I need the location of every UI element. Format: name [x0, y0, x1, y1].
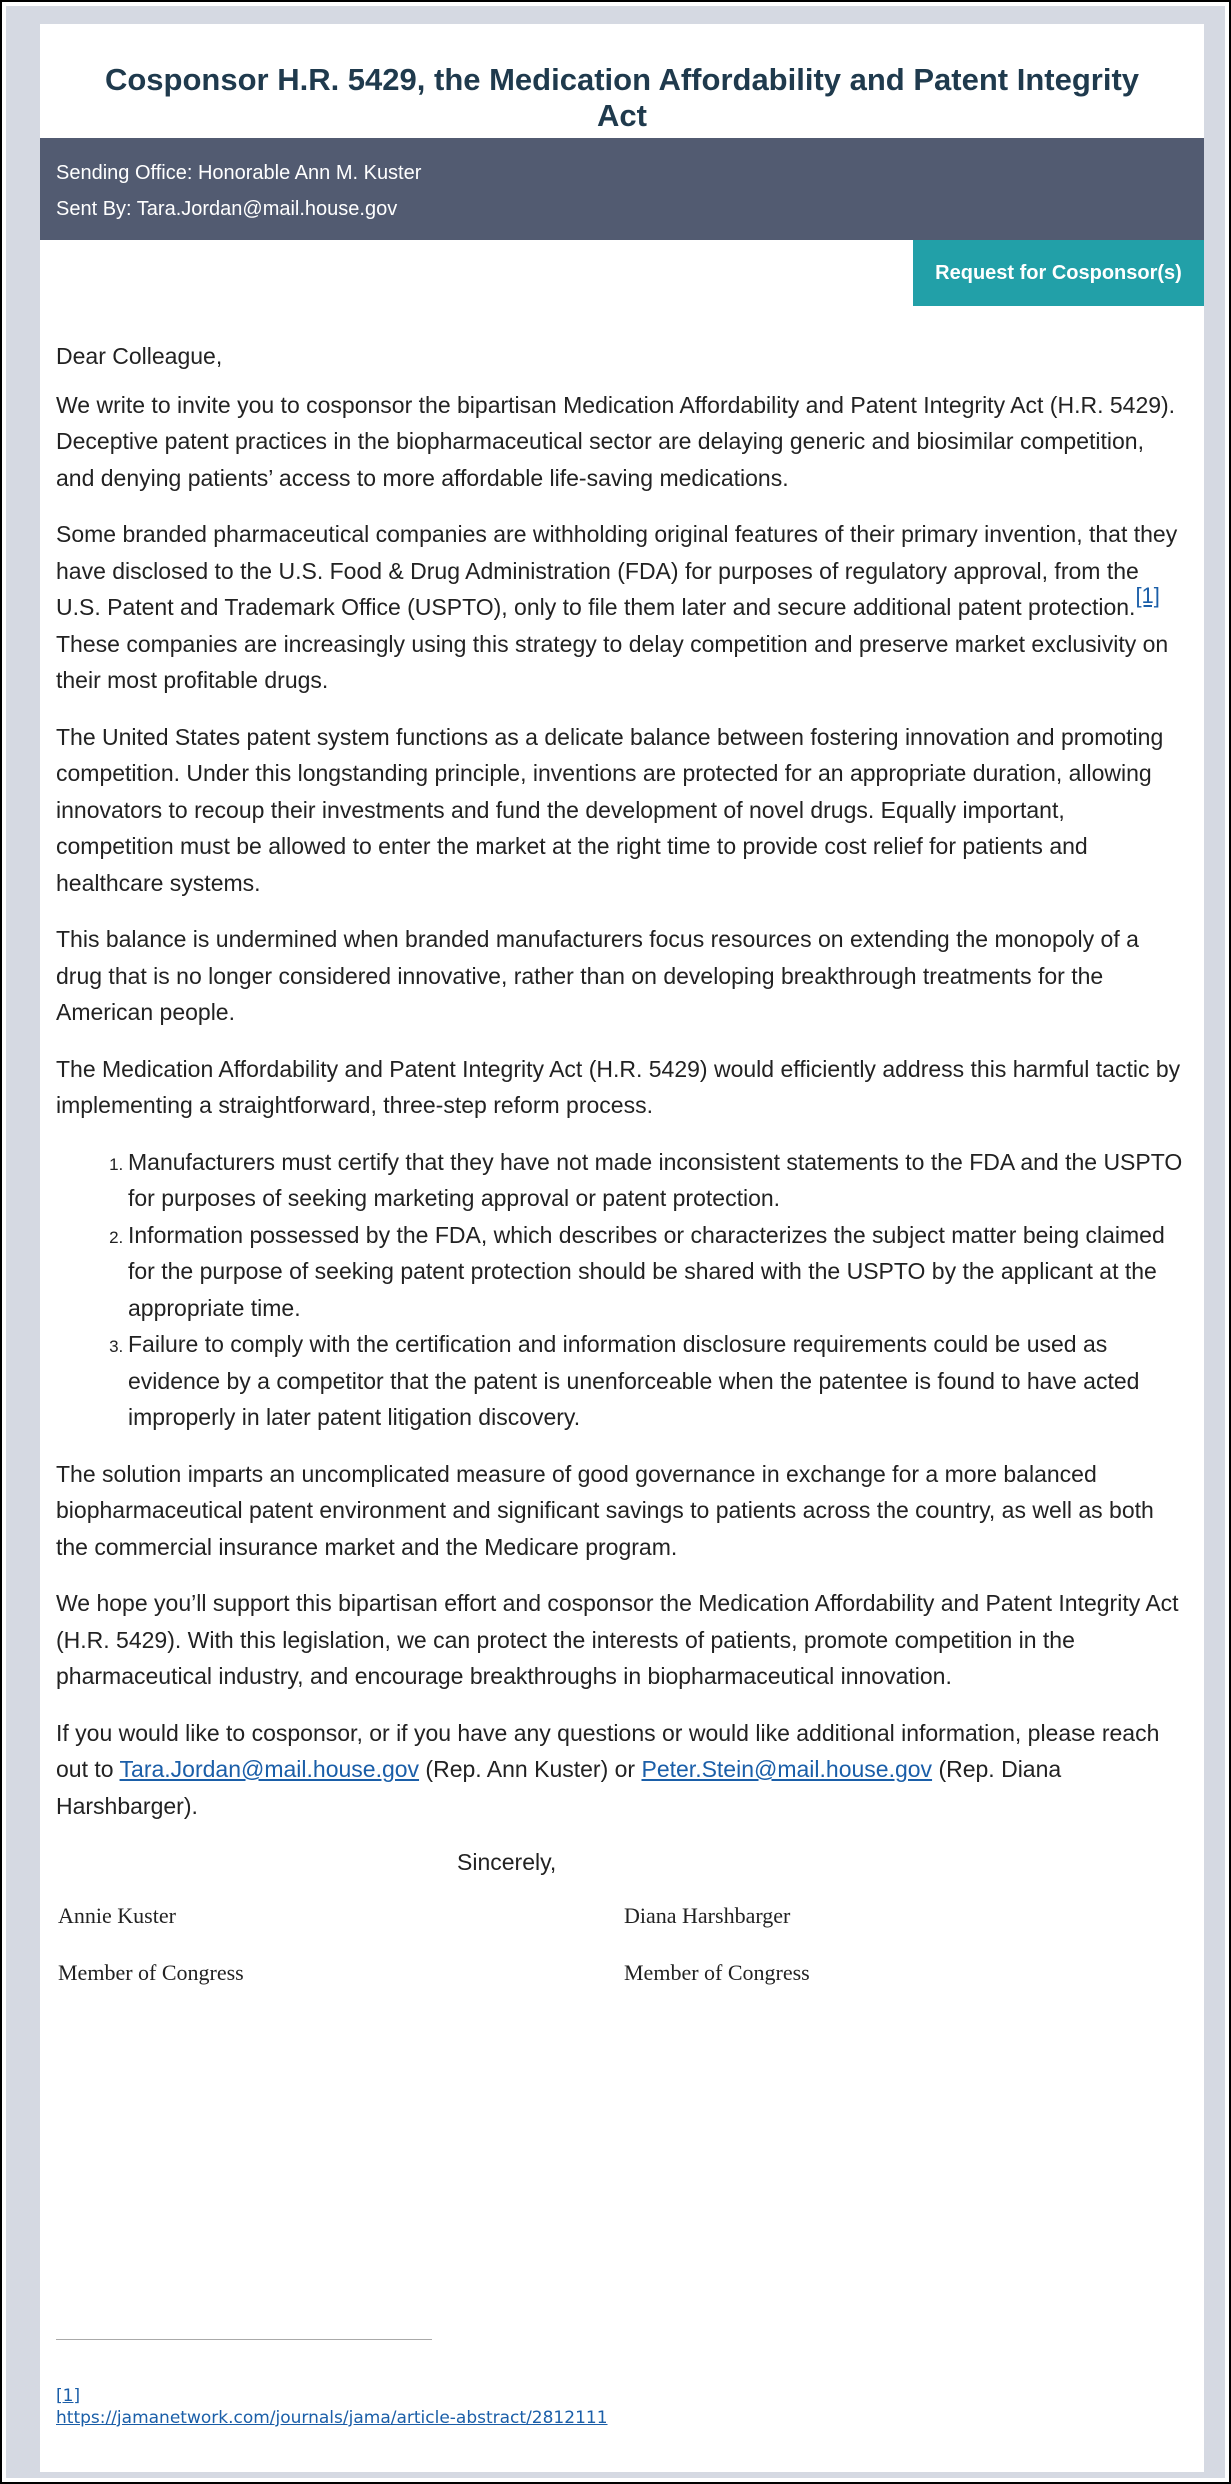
paragraph-act: The Medication Affordability and Patent Integrity Act (H.R. 5429) would efficiently address this harmful tactic by implementing a straightforward, three-step reform process.	[56, 1055, 1181, 1118]
paragraph-support: We hope you’ll support this bipartisan effort and cosponsor the Medication Affordability and Patent Integrity Act (H.R. 5429). With this legislation, we can protect the interests of patients, promote competition in the pharmaceutical industry, and encourage breakthroughs in biopharmaceutical innovation.	[56, 1590, 1179, 1689]
footnote-url-link[interactable]: https://jamanetwork.com/journals/jama/article-abstract/2812111	[56, 2408, 608, 2428]
email-link-tara-jordan[interactable]: Tara.Jordan@mail.house.gov	[119, 1756, 420, 1782]
window-frame	[2, 2, 1229, 2482]
signer-name: Diana Harshbarger	[624, 1902, 791, 1928]
footnote	[56, 2385, 608, 2429]
email-link-peter-stein[interactable]: Peter.Stein@mail.house.gov	[641, 1756, 933, 1782]
signer-name: Annie Kuster	[58, 1902, 176, 1928]
signature-harshbarger	[622, 1901, 1188, 1988]
sending-office: Sending Office: Honorable Ann M. Kuster	[56, 162, 422, 184]
footnote-reference-link[interactable]: [1]	[1135, 583, 1160, 608]
closing: Sincerely,	[457, 1849, 557, 1875]
footnote-divider	[56, 2339, 432, 2340]
contact-intro: If you would like to cosponsor, or if you have any questions or would like additional information, please reach out to	[56, 1719, 1160, 1782]
sent-by: Sent By: Tara.Jordan@mail.house.gov	[56, 198, 398, 220]
signer-role: Member of Congress	[58, 1959, 244, 1985]
paragraph-practices-text-2: These companies are increasingly using this strategy to delay competition and preserve market exclusivity on their most profitable drugs.	[56, 630, 1169, 693]
sender-info	[40, 138, 1204, 240]
footnote-number[interactable]: [1]	[56, 2386, 81, 2406]
signer-role: Member of Congress	[624, 1959, 810, 1985]
signature-kuster	[56, 1901, 622, 1988]
list-item: 3. Failure to comply with the certification and information disclosure requirements could be used as evidence by a competitor that the patent is unenforceable when the patentee is found to have acted improperly in later patent litigation discovery.	[128, 1326, 1188, 1436]
reform-steps-list	[56, 1144, 1188, 1436]
paragraph-solution: The solution imparts an uncomplicated measure of good governance in exchange for a more balanced biopharmaceutical patent environment and significant savings to patients across the country, as well as both the commercial insurance market and the Medicare program.	[56, 1460, 1154, 1560]
letter-body	[40, 306, 1204, 1988]
paragraph-intro: We write to invite you to cosponsor the bipartisan Medication Affordability and Patent Integrity Act (H.R. 5429). Deceptive patent practices in the biopharmaceutical sector are delaying generic and biosimilar competition, and denying patients’ access to more affordable life-saving medications.	[56, 391, 1176, 491]
paragraph-patent-system: The United States patent system functions as a delicate balance between fostering innovation and promoting competition. Under this longstanding principle, inventions are protected for an appropriate duration, allowing innovators to recoup their investments and fund the development of novel drugs. Equally important, competition must be allowed to enter the market at the right time to provide cost relief for patients and healthcare systems.	[56, 723, 1164, 896]
signature-block	[56, 1901, 1188, 1988]
contact-end: (Rep. Diana Harshbarger).	[56, 1756, 1062, 1819]
dear-colleague-letter	[40, 24, 1204, 2472]
action-row	[40, 240, 1204, 306]
greeting: Dear Colleague,	[56, 343, 223, 369]
list-item: 2. Information possessed by the FDA, which describes or characterizes the subject matter being claimed for the purpose of seeking patent protection should be shared with the USPTO by the applicant at the appropriate time.	[128, 1217, 1188, 1327]
page-title: Cosponsor H.R. 5429, the Medication Affordability and Patent Integrity Act	[104, 62, 1140, 133]
contact-mid: (Rep. Ann Kuster) or	[419, 1756, 642, 1782]
paragraph-contact	[56, 1715, 1188, 1825]
list-item: 1. Manufacturers must certify that they have not made inconsistent statements to the FDA and the USPTO for purposes of seeking marketing approval or patent protection.	[128, 1144, 1188, 1217]
paragraph-balance: This balance is undermined when branded manufacturers focus resources on extending the monopoly of a drug that is no longer considered innovative, rather than on developing breakthrough treatments for the American people.	[56, 926, 1139, 1025]
paragraph-practices-text: Some branded pharmaceutical companies are withholding original features of their primary invention, that they have disclosed to the U.S. Food & Drug Administration (FDA) for purposes of regulatory approval, from the U.S. Patent and Trademark Office (USPTO), only to file them later and secure additional patent protection.	[56, 521, 1178, 620]
request-cosponsor-button[interactable]: Request for Cosponsor(s)	[913, 240, 1204, 306]
paragraph-practices	[56, 516, 1188, 699]
